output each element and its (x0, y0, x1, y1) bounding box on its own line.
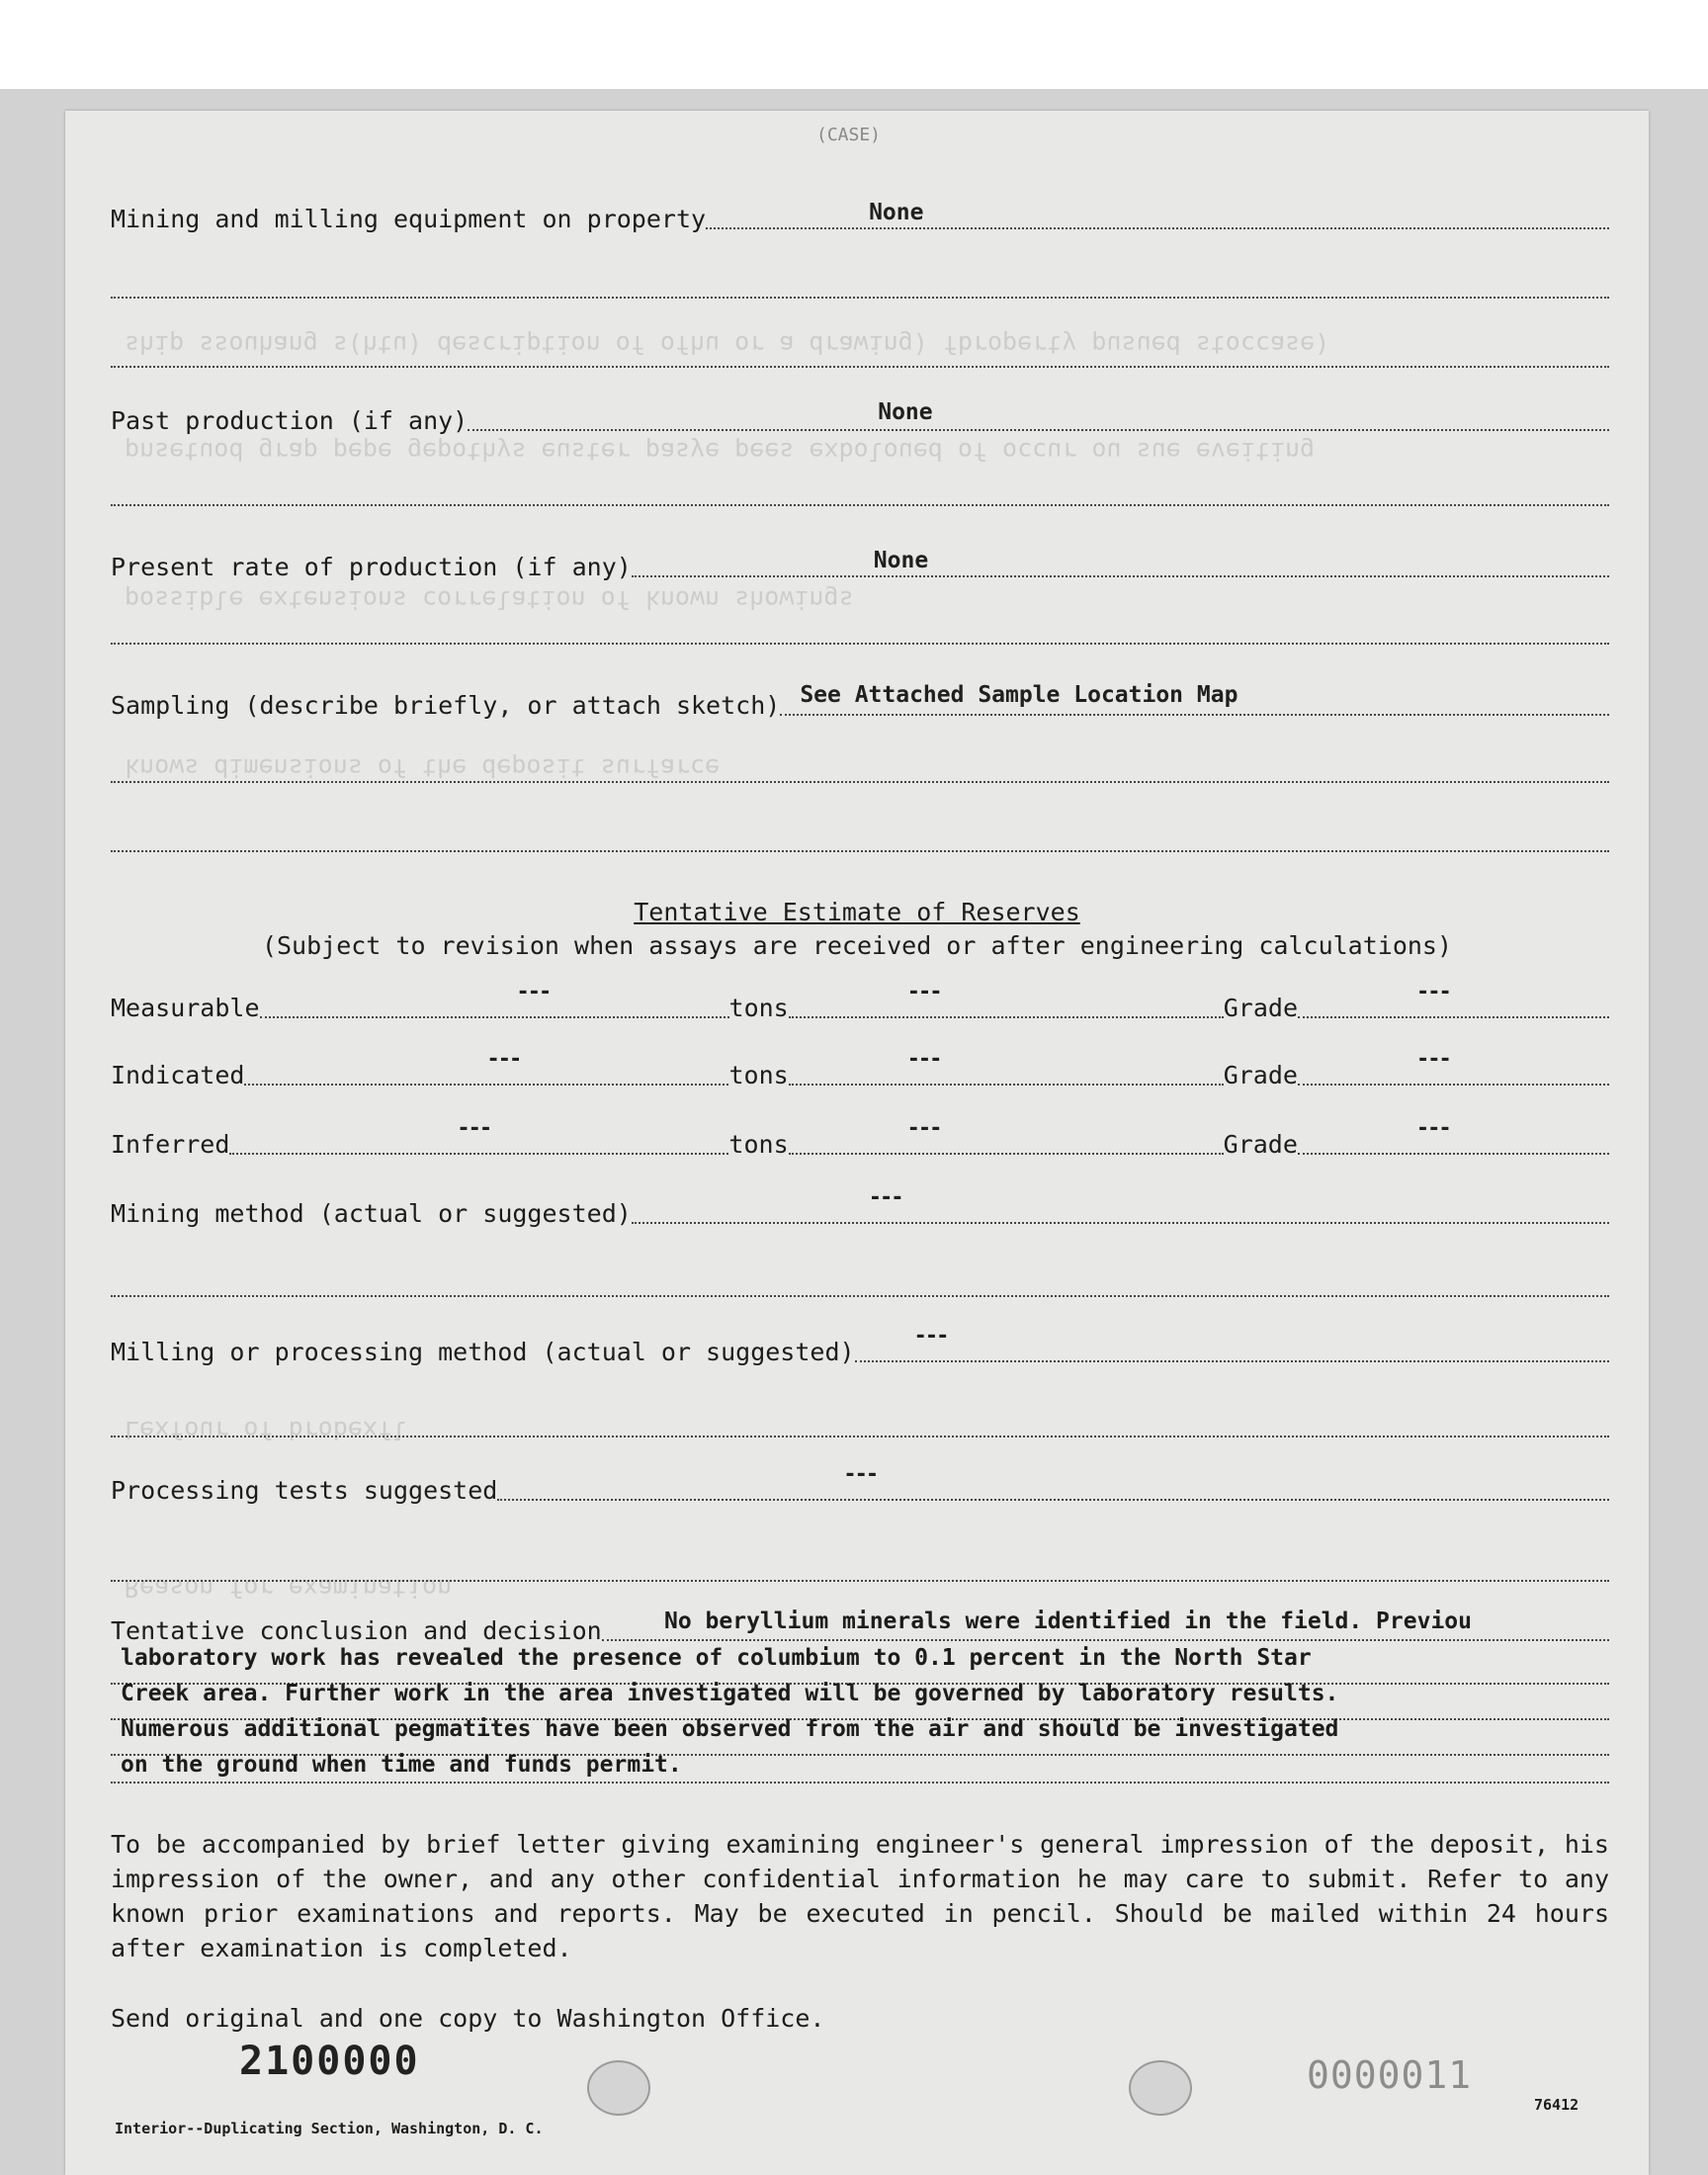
mining-method-value: --- (868, 1185, 902, 1210)
milling-method-field (855, 1324, 1609, 1362)
equipment-row (111, 202, 1609, 235)
blank-line (111, 1578, 1609, 1582)
reserve-row-indicated (111, 1047, 1609, 1091)
reserve-field (260, 980, 729, 1018)
reserve-row-measurable (111, 980, 1609, 1024)
processing-tests-label: Processing tests suggested (111, 1476, 498, 1505)
present-rate-value: None (873, 548, 929, 573)
conclusion-text-line: laboratory work has revealed the presence of columbium to 0.1 percent in the North Star (121, 1645, 1312, 1671)
sampling-value: See Attached Sample Location Map (800, 682, 1238, 708)
grade-value: --- (1416, 980, 1450, 1004)
grade-field (1298, 980, 1609, 1018)
bleed-through: knows dimensions of the deposit surfarce (125, 753, 721, 782)
blank-line (111, 364, 1609, 368)
sampling-label: Sampling (describe briefly, or attach sketch) (111, 691, 781, 720)
blank-line (111, 1434, 1609, 1437)
past-production-field (468, 395, 1609, 431)
sampling-row (111, 682, 1609, 722)
reserve-field (244, 1047, 728, 1086)
equipment-value: None (869, 200, 924, 225)
document-page (65, 111, 1649, 2175)
tons-label: tons (728, 1061, 789, 1089)
serial-stamp-right: 0000011 (1307, 2053, 1473, 2097)
reserves-title: Tentative Estimate of Reserves (634, 898, 1080, 926)
conclusion-label: Tentative conclusion and decision (111, 1616, 602, 1645)
present-rate-row (111, 550, 1609, 583)
blank-line (111, 779, 1609, 783)
equipment-field (706, 194, 1609, 229)
printer-footer: Interior--Duplicating Section, Washington, D. C. (115, 2120, 544, 2137)
mining-method-label: Mining method (actual or suggested) (111, 1199, 632, 1228)
reserves-subtitle: (Subject to revision when assays are received or after engineering calculations) (261, 931, 1453, 960)
past-production-label: Past production (if any) (111, 406, 469, 435)
milling-method-value: --- (913, 1324, 948, 1348)
grade-label: Grade (1223, 1061, 1298, 1089)
reserve-value: --- (516, 980, 551, 1004)
punch-hole-left (587, 2060, 650, 2116)
past-production-row (111, 399, 1609, 437)
grade-label: Grade (1223, 1130, 1298, 1159)
tons-label: tons (728, 994, 789, 1022)
blank-line (111, 1780, 1609, 1784)
blank-line (111, 295, 1609, 299)
reserve-field (229, 1116, 728, 1155)
tons-field (789, 980, 1224, 1018)
tons-label: tons (728, 1130, 789, 1159)
tons-value: --- (906, 980, 941, 1004)
punch-hole-right (1129, 2060, 1192, 2116)
grade-field (1298, 1047, 1609, 1086)
tons-field (789, 1116, 1224, 1155)
blank-line (111, 848, 1609, 852)
reserve-value: --- (457, 1116, 491, 1141)
reserve-row-inferred (111, 1116, 1609, 1161)
bleed-through: pnsetuod grap pepe gepothys euster pasye pees exboloued of occur ou sue eveiting (125, 437, 1316, 466)
blank-line (111, 1293, 1609, 1297)
conclusion-text-line: Numerous additional pegmatites have been observed from the air and should be investigated (121, 1716, 1339, 1742)
past-production-value: None (878, 399, 933, 425)
grade-label: Grade (1223, 994, 1298, 1022)
processing-tests-row (111, 1462, 1609, 1507)
reserve-value: --- (486, 1047, 521, 1072)
equipment-label: Mining and milling equipment on property (111, 205, 707, 233)
grade-field (1298, 1116, 1609, 1155)
processing-tests-value: --- (843, 1462, 878, 1487)
case-mark: (CASE) (816, 125, 882, 145)
sampling-field (780, 680, 1609, 716)
tons-field (789, 1047, 1224, 1086)
blank-line (111, 502, 1609, 506)
processing-tests-field (497, 1462, 1609, 1501)
form-number: 76412 (1534, 2096, 1580, 2114)
grade-value: --- (1415, 1116, 1450, 1141)
tons-value: --- (906, 1047, 941, 1072)
blank-line (111, 641, 1609, 645)
bleed-through: Reason for examination (125, 1574, 453, 1603)
conclusion-text-line: Creek area. Further work in the area investigated will be governed by laboratory results. (121, 1681, 1339, 1706)
milling-method-label: Milling or processing method (actual or suggested) (111, 1338, 855, 1366)
mining-method-row (111, 1185, 1609, 1230)
present-rate-label: Present rate of production (if any) (111, 553, 632, 581)
mining-method-field (632, 1185, 1609, 1224)
bleed-through: ship ssouhang s(htu) description of ofhu or a drawing) fbroperty pusued stoccase) (125, 330, 1330, 359)
bleed-through: possible extensions correlation of known showings (125, 585, 854, 614)
send-instruction: Send original and one copy to Washington Office. (111, 2004, 825, 2033)
milling-method-row (111, 1324, 1609, 1368)
present-rate-field (632, 542, 1609, 577)
tons-value: --- (906, 1116, 941, 1141)
reserve-label: Inferred (111, 1130, 230, 1159)
conclusion-text-line: on the ground when time and funds permit. (121, 1752, 682, 1778)
instructions-paragraph: To be accompanied by brief letter giving examining engineer's general impression of the deposit, his impression of the owner, and any other confidential information he may care to submit. Refer to any known prior examinations and reports. May be executed in pencil. Should be mailed within 24 hours after examination is completed. (111, 1830, 1609, 1962)
conclusion-text-line: No beryllium minerals were identified in the field. Previou (664, 1609, 1472, 1634)
bleed-through: Lexfour of brobexfl (125, 1416, 407, 1444)
reserve-label: Indicated (111, 1061, 245, 1089)
reserve-label: Measurable (111, 994, 260, 1022)
serial-stamp-left: 2100000 (239, 2039, 420, 2084)
grade-value: --- (1415, 1047, 1450, 1072)
